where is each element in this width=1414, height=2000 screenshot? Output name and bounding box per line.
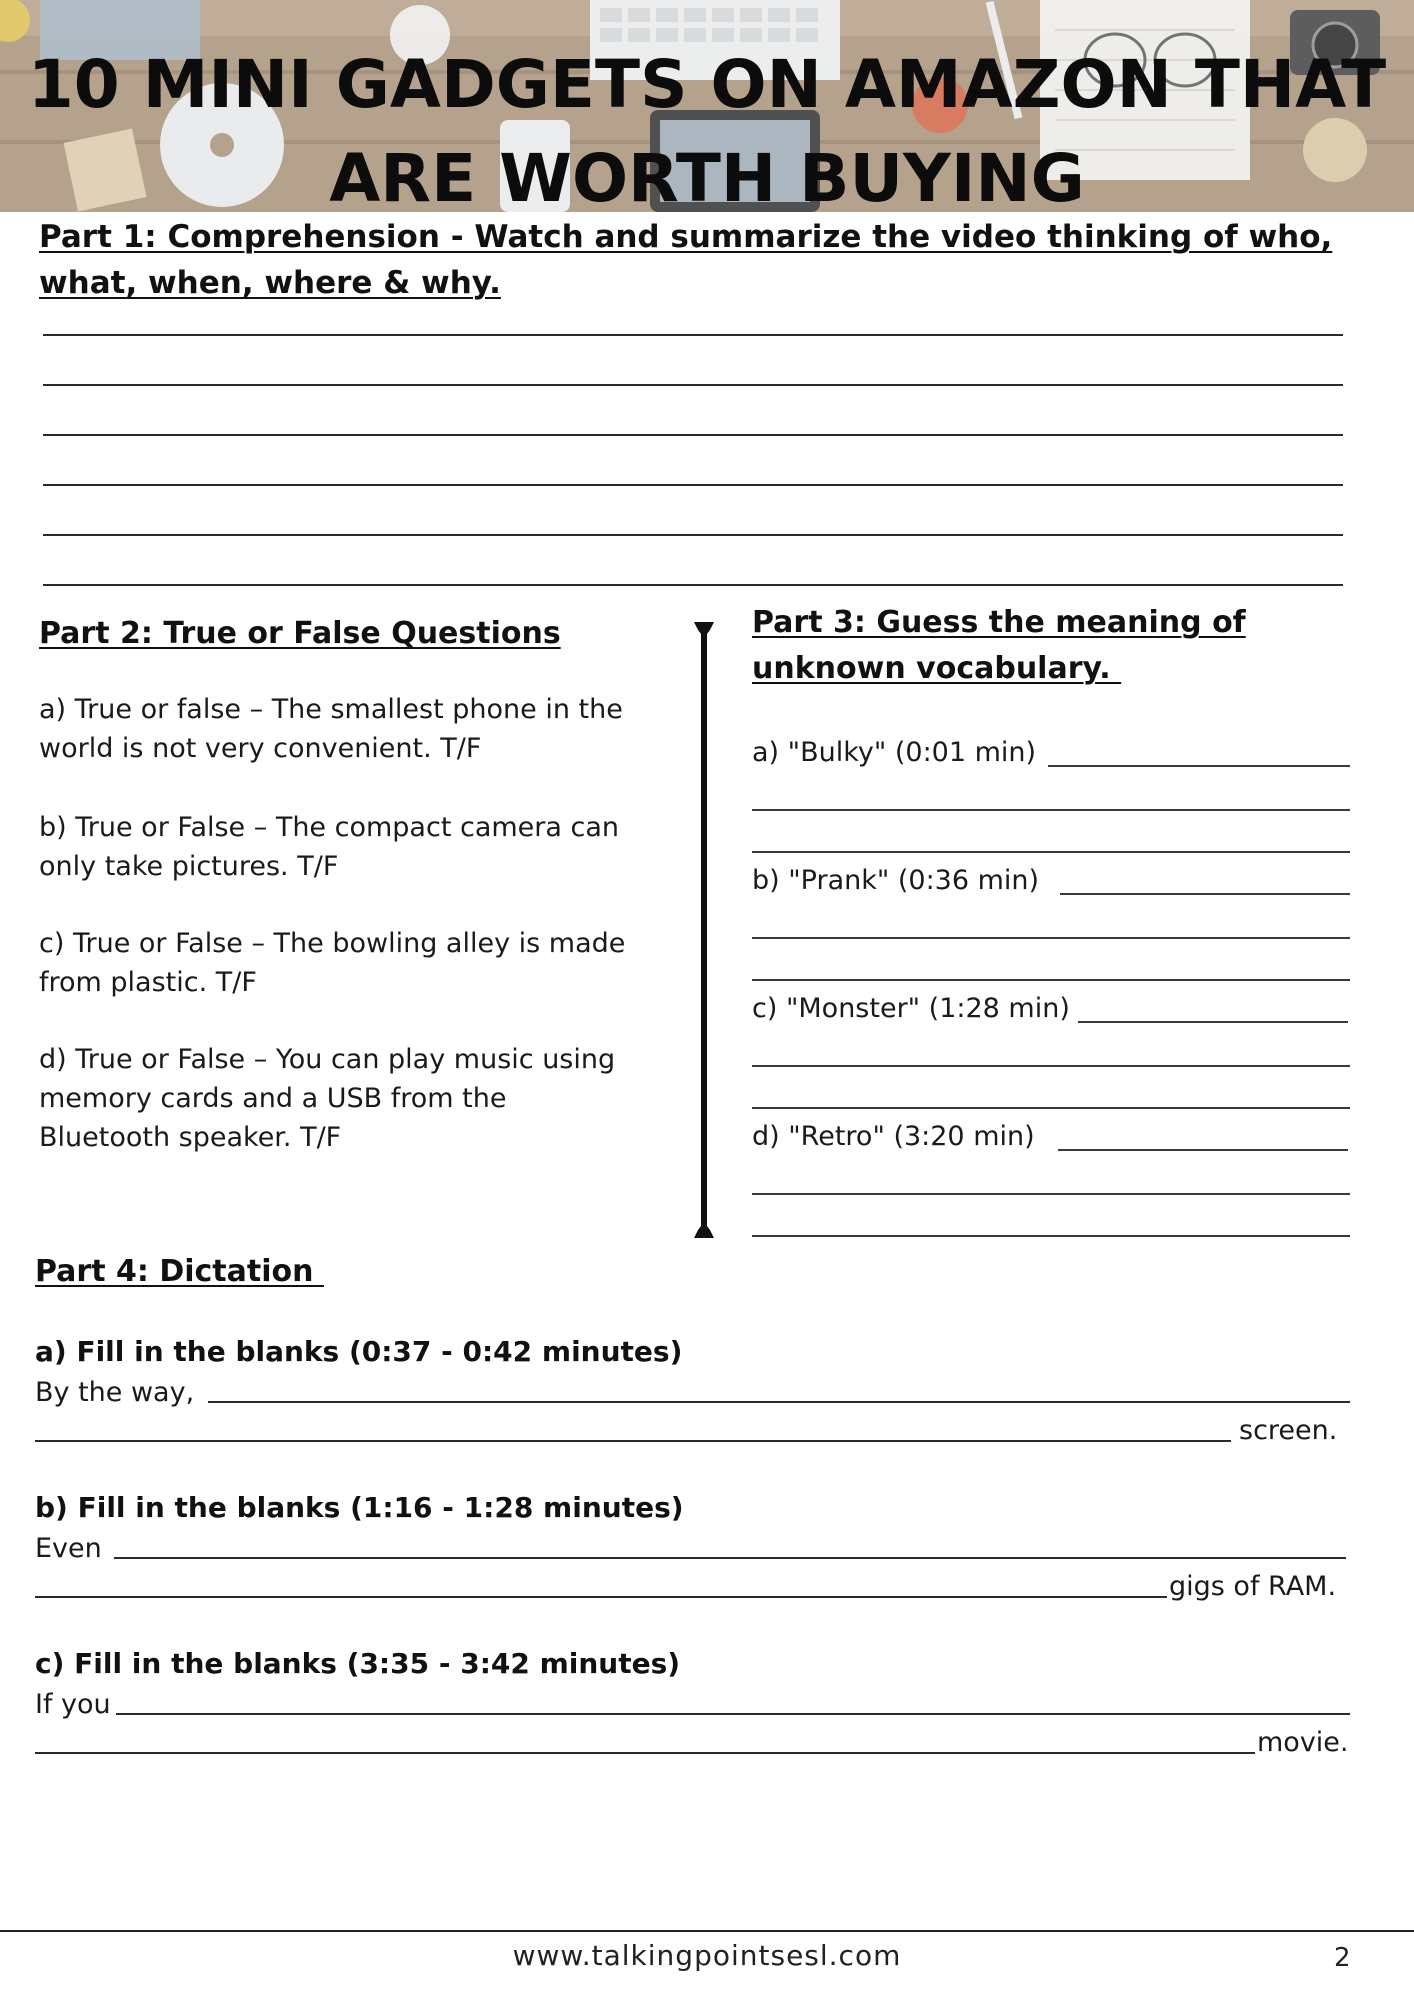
tf-line: Bluetooth speaker. T/F bbox=[39, 1122, 342, 1153]
vocab-answer-line[interactable] bbox=[1060, 893, 1350, 895]
tf-line: a) True or false – The smallest phone in the bbox=[39, 694, 623, 725]
page-title bbox=[0, 38, 1414, 212]
column-divider bbox=[692, 620, 716, 1240]
answer-line[interactable] bbox=[43, 584, 1343, 586]
tf-question-a bbox=[39, 690, 679, 768]
dictation-a-start: By the way, bbox=[35, 1377, 195, 1408]
vocab-label-bulky: a) "Bulky" (0:01 min) bbox=[752, 737, 1037, 768]
dictation-b-heading: b) Fill in the blanks (1:16 - 1:28 minutes) bbox=[35, 1491, 684, 1524]
part3-heading-line-1: Part 3: Guess the meaning of bbox=[752, 605, 1246, 640]
footer-website: www.talkingpointsesl.com bbox=[512, 1939, 902, 1972]
answer-line[interactable] bbox=[43, 484, 1343, 486]
vocab-answer-line[interactable] bbox=[1078, 1021, 1348, 1023]
vocab-label-retro: d) "Retro" (3:20 min) bbox=[752, 1121, 1035, 1152]
vocab-answer-line[interactable] bbox=[1048, 765, 1350, 767]
tf-question-c bbox=[39, 924, 679, 1002]
dictation-blank[interactable] bbox=[35, 1752, 1255, 1754]
dictation-b-start: Even bbox=[35, 1533, 102, 1564]
vocab-label-prank: b) "Prank" (0:36 min) bbox=[752, 865, 1040, 896]
header-banner bbox=[0, 0, 1414, 212]
vocab-answer-line[interactable] bbox=[752, 979, 1350, 981]
tf-line: world is not very convenient. T/F bbox=[39, 733, 482, 764]
tf-line: c) True or False – The bowling alley is made bbox=[39, 928, 626, 959]
answer-line[interactable] bbox=[43, 434, 1343, 436]
part4-heading: Part 4: Dictation bbox=[35, 1254, 324, 1289]
vocab-answer-line[interactable] bbox=[752, 851, 1350, 853]
dictation-a-heading: a) Fill in the blanks (0:37 - 0:42 minutes) bbox=[35, 1335, 683, 1368]
dictation-blank[interactable] bbox=[208, 1401, 1350, 1403]
tf-question-d bbox=[39, 1040, 679, 1157]
vocab-answer-line[interactable] bbox=[752, 1235, 1350, 1237]
part3-heading-line-2: unknown vocabulary. bbox=[752, 651, 1122, 686]
tf-line: only take pictures. T/F bbox=[39, 851, 339, 882]
part1-heading-line-1: Part 1: Comprehension - Watch and summarize the video thinking of who, bbox=[39, 219, 1333, 255]
part1-heading bbox=[39, 214, 1359, 306]
page-number: 2 bbox=[1334, 1943, 1351, 1973]
answer-line[interactable] bbox=[43, 384, 1343, 386]
title-line-1: 10 MINI GADGETS ON AMAZON THAT bbox=[27, 46, 1387, 123]
vocab-label-monster: c) "Monster" (1:28 min) bbox=[752, 993, 1070, 1024]
vocab-answer-line[interactable] bbox=[1058, 1149, 1348, 1151]
dictation-c-heading: c) Fill in the blanks (3:35 - 3:42 minutes) bbox=[35, 1647, 681, 1680]
vocab-answer-line[interactable] bbox=[752, 1065, 1350, 1067]
tf-line: from plastic. T/F bbox=[39, 967, 257, 998]
dictation-blank[interactable] bbox=[114, 1557, 1346, 1559]
part2-heading: Part 2: True or False Questions bbox=[39, 616, 561, 651]
tf-line: d) True or False – You can play music using bbox=[39, 1044, 616, 1075]
tf-question-b bbox=[39, 808, 679, 886]
vocab-answer-line[interactable] bbox=[752, 1107, 1350, 1109]
vocab-answer-line[interactable] bbox=[752, 809, 1350, 811]
footer-divider bbox=[0, 1930, 1414, 1932]
tf-line: b) True or False – The compact camera can bbox=[39, 812, 620, 843]
part1-heading-line-2: what, when, where & why. bbox=[39, 265, 501, 301]
dictation-blank[interactable] bbox=[35, 1440, 1231, 1442]
dictation-blank[interactable] bbox=[35, 1596, 1167, 1598]
dictation-c-start: If you bbox=[35, 1689, 111, 1720]
vocab-answer-line[interactable] bbox=[752, 937, 1350, 939]
dictation-b-end: gigs of RAM. bbox=[1169, 1571, 1337, 1602]
part3-heading bbox=[752, 600, 1372, 692]
dictation-c-end: movie. bbox=[1257, 1727, 1349, 1758]
answer-line[interactable] bbox=[43, 534, 1343, 536]
title-line-2: ARE WORTH BUYING bbox=[329, 140, 1085, 212]
dictation-a-end: screen. bbox=[1239, 1415, 1338, 1446]
dictation-blank[interactable] bbox=[116, 1713, 1350, 1715]
vocab-answer-line[interactable] bbox=[752, 1193, 1350, 1195]
tf-line: memory cards and a USB from the bbox=[39, 1083, 507, 1114]
answer-line[interactable] bbox=[43, 334, 1343, 336]
